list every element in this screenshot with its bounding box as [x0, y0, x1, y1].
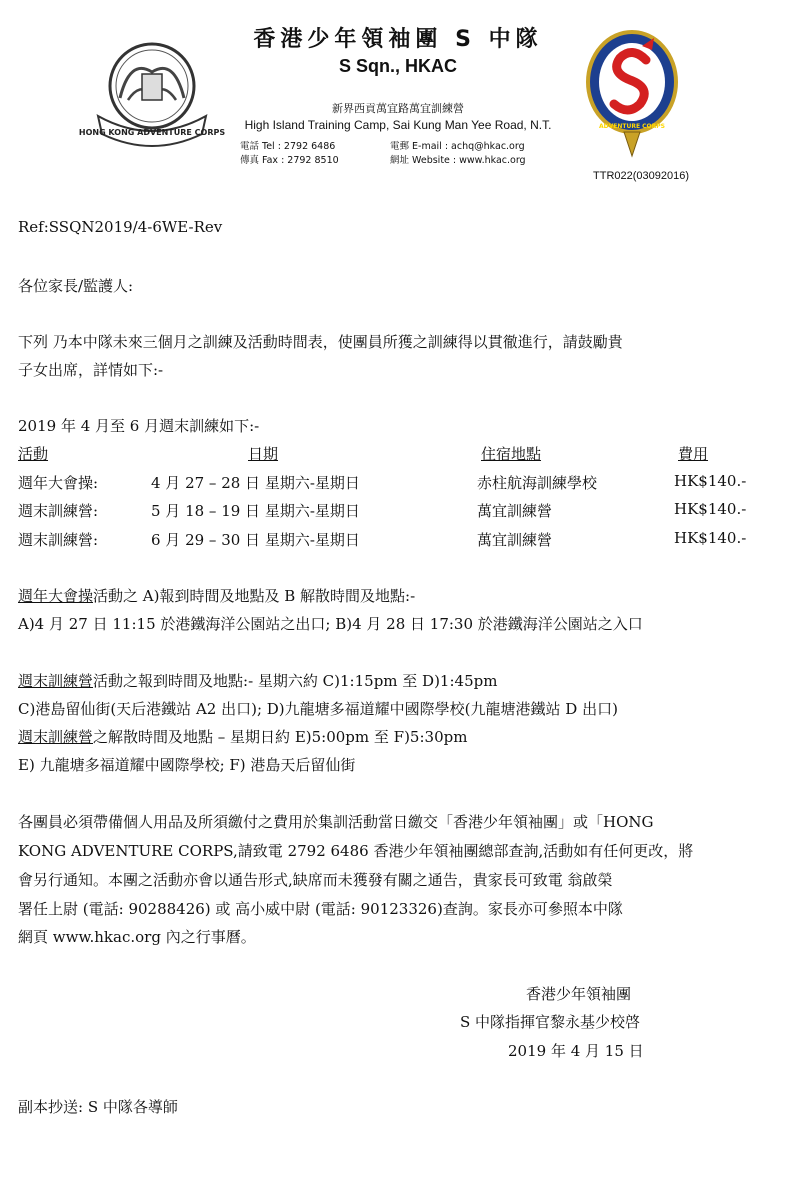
camp-dismiss-heading — [18, 726, 467, 747]
signature-date: 2019 年 4 月 15 日 — [508, 1042, 644, 1060]
salutation: 各位家長/監護人: — [18, 277, 134, 295]
form-code: TTR022(03092016) — [593, 170, 690, 182]
intro-line-1: 下列 乃本中隊未來三個月之訓練及活動時間表，使團員所獲之訓練得以貫徹進行，請鼓勵貴 — [18, 333, 623, 351]
website: 網址 Website : www.hkac.org — [390, 155, 526, 166]
row-venue: 赤柱航海訓練學校 — [477, 474, 598, 492]
camp-dismiss-underlined: 週末訓練營 — [18, 728, 94, 746]
row-activity: 週末訓練營: — [18, 502, 99, 520]
camp-dismiss-detail: E) 九龍塘多福道耀中國際學校; F) 港島天后留仙街 — [18, 756, 356, 774]
parade-heading-rest: 活動之 A)報到時間及地點及 B 解散時間及地點:- — [93, 587, 416, 605]
notice-line-3: 會另行通知。本團之活動亦會以通告形式,缺席而未獲發有關之通告，貴家長可致電 翁啟榮 — [18, 871, 613, 889]
cc-line: 副本抄送: S 中隊各導師 — [18, 1098, 178, 1116]
header-venue: 住宿地點 — [481, 445, 542, 463]
header-fee: 費用 — [678, 445, 709, 463]
signature-organization: 香港少年領袖團 — [526, 985, 632, 1003]
parade-heading — [18, 585, 415, 606]
row-activity: 週年大會操: — [18, 474, 99, 492]
camp-report-detail: C)港島留仙街(天后港鐵站 A2 出口); D)九龍塘多福道耀中國際學校(九龍塘港鐵站 D 出口) — [18, 700, 618, 718]
row-fee: HK$140.- — [674, 529, 747, 547]
schedule-title: 2019 年 4 月至 6 月週末訓練如下:- — [18, 417, 260, 435]
row-fee: HK$140.- — [674, 500, 747, 518]
address-en: High Island Training Camp, Sai Kung Man Yee Road, N.T. — [244, 118, 552, 132]
row-venue: 萬宜訓練營 — [477, 531, 553, 549]
letterhead-title-en: S Sqn., HKAC — [338, 56, 457, 76]
row-date: 6 月 29 – 30 日 星期六-星期日 — [151, 531, 360, 549]
header-activity: 活動 — [18, 445, 49, 463]
left-logo-text: HONG KONG ADVENTURE CORPS — [78, 128, 226, 137]
fax: 傳真 Fax : 2792 8510 — [240, 155, 339, 166]
right-logo-text: ADVENTURE CORPS — [598, 123, 666, 130]
intro-line-2: 子女出席，詳情如下:- — [18, 361, 164, 379]
notice-line-5: 網頁 www.hkac.org 內之行事曆。 — [18, 928, 256, 946]
camp-report-rest: 活動之報到時間及地點:- 星期六約 C)1:15pm 至 D)1:45pm — [93, 672, 498, 690]
address-cn: 新界西貢萬宜路萬宜訓練營 — [332, 102, 464, 115]
parade-heading-underlined: 週年大會操 — [18, 587, 94, 605]
camp-report-heading — [18, 670, 497, 691]
tel: 電話 Tel : 2792 6486 — [240, 141, 336, 152]
camp-report-underlined: 週末訓練營 — [18, 672, 94, 690]
parade-detail: A)4 月 27 日 11:15 於港鐵海洋公園站之出口; B)4 月 28 日 17:30 於港鐵海洋公園站之入口 — [18, 615, 643, 633]
row-activity: 週末訓練營: — [18, 531, 99, 549]
header-date: 日期 — [248, 445, 279, 463]
row-date: 5 月 18 – 19 日 星期六-星期日 — [151, 502, 360, 520]
signature-officer: S 中隊指揮官黎永基少校啓 — [460, 1013, 641, 1031]
row-date: 4 月 27 – 28 日 星期六-星期日 — [151, 474, 360, 492]
notice-line-2: KONG ADVENTURE CORPS,請致電 2792 6486 香港少年領袖團總部查詢,活動如有任何更改，將 — [18, 842, 694, 860]
notice-line-1: 各團員必須帶備個人用品及所須繳付之費用於集訓活動當日繳交「香港少年領袖團」或「HONG — [18, 813, 654, 831]
row-venue: 萬宜訓練營 — [477, 502, 553, 520]
row-fee: HK$140.- — [674, 472, 747, 490]
reference-number: Ref:SSQN2019/4-6WE-Rev — [18, 218, 223, 236]
notice-line-4: 署任上尉 (電話: 90288426) 或 高小威中尉 (電話: 90123326)查詢。家長亦可參照本中隊 — [18, 900, 623, 918]
email: 電郵 E-mail : achq@hkac.org — [390, 141, 525, 152]
letterhead-title-cn: 香港少年領袖團 S 中隊 — [253, 27, 543, 52]
camp-dismiss-rest: 之解散時間及地點 – 星期日約 E)5:00pm 至 F)5:30pm — [93, 728, 468, 746]
